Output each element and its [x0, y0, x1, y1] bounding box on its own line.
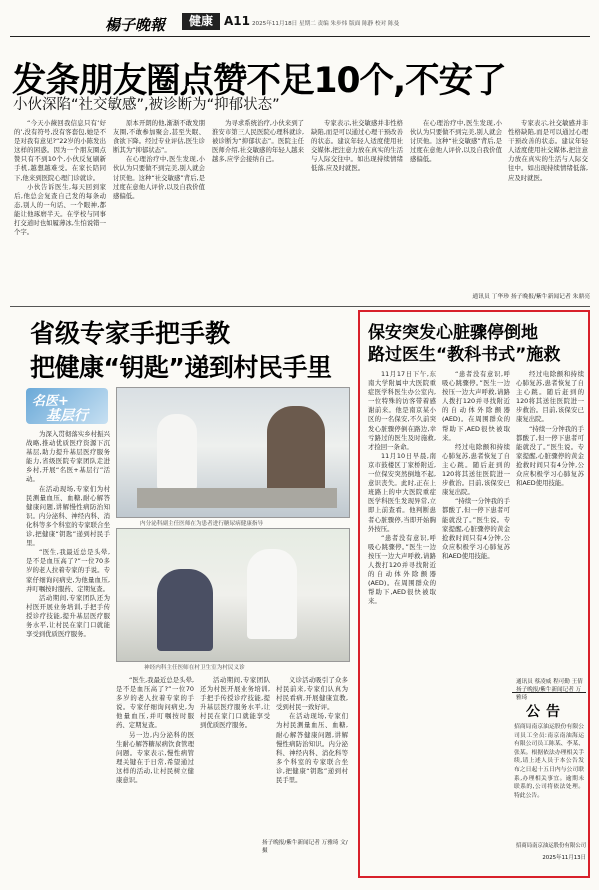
notice-box [512, 692, 586, 873]
notice-body: 招商局南京油运股份有限公司员工全员:南京南油海运有限公司员工陈某、李某、张某。根据依法办理相关手续,请上述人员于本公告发布之日起十五日内与公司联系,办理相关事宜。逾期未联系的,公司将依法处理。特此公告。 [514, 724, 584, 799]
page-number: A11 [224, 14, 250, 28]
masthead-rule [10, 36, 590, 37]
top-story-byline: 通讯员 丁华珍 扬子晚报/紫牛新闻记者 朱鼎亮 [472, 294, 590, 300]
right-story-col-3: 经过电除颤和持续心肺复苏,患者恢复了自主心跳。随后赶到的120将其送往医院进一步救治。目前,该保安已康复出院。 “持续一分钟我的手都酸了,但一停下患者可能就没了。”医生说。专家提醒,心脏骤停的黄金抢救时间只有4分钟,公众应积极学习心肺复苏和AED使用技能。 [516, 370, 584, 488]
top-headline: 发条朋友圈点赞不足10个,不安了 [12, 61, 506, 101]
right-story-col-1: 11月17日下午,东南大学附属中大医院重症医学科医生办公室内,一位特殊的访客带着感谢前来。他是南京某小区的一名保安,不久前突发心脏骤停倒在路边,幸亏路过的医生及时施救,才捡回一条命。 11月10日早晨,南京市鼓楼区丁家桥附近,一位保安突然倒地不起,意识丧失。此时,正在上班路上的中大医院重症医学科医生发现异常,立即上前查看。他判断患者心脏骤停,当即开始胸外按压。 “患者没有意识,呼吸心跳骤停。”医生一边按压一边大声呼救,请路人拨打120并寻找附近的自动体外除颤器(AED)。在周围群众的帮助下,AED很快被取来。 [368, 370, 436, 606]
top-story-col-3: 为寻求系统治疗,小伙来到了淮安市第三人民医院心理科就诊,被诊断为“抑郁状态”。医院主任医师介绍,社交敏感的年轻人越来越多,应学会接纳自己。 [212, 119, 304, 164]
photo1-caption: 内分泌科副主任医师在为患者进行糖尿病健康指导 [140, 521, 264, 527]
top-story-col-6: 专家表示,社交敏感并非性格缺陷,而是可以通过心理干预改善的状态。建议年轻人适度使用社交媒体,把注意力放在真实的生活与人际交往中。如出现持续情绪低落,应及时就医。 [508, 119, 588, 182]
top-subhead: 小伙深陷“社交敏感”,被诊断为“抑郁状态” [13, 97, 280, 113]
bottom-left-byline: 扬子晚报/紫牛新闻记者 万雅琦 文/摄 [262, 840, 348, 854]
masthead [0, 0, 599, 40]
right-story-frame [358, 310, 590, 878]
bottom-left-col-2: “医生,我最近总是头晕,是不是血压高了?”一位70多岁的老人拉着专家的手说。专家仔细询问病史,为他量血压,并叮嘱按时服药、定期复查。 另一边,内分泌科的医生耐心解答糖尿病饮食管理问题。专家表示,慢性病管理关键在于日常,希望通过这样的活动,让村民树立健康意识。 [116, 676, 194, 785]
photo-neurology-clinic [116, 528, 350, 662]
right-headline-line2: 路过医生“教科书式”施救 [368, 345, 561, 365]
edition-meta: 2025年11月18日 星期二 责编 朱步炜 版面 陈静 校对 陈曼 [252, 21, 400, 27]
top-story-col-4: 专家表示,社交敏感并非性格缺陷,而是可以通过心理干预改善的状态。建议年轻人适度使用社交媒体,把注意力放在真实的生活与人际交往中。如出现持续情绪低落,应及时就医。 [311, 119, 403, 173]
program-badge [26, 388, 108, 424]
notice-title: 公告 [526, 704, 566, 720]
doctor-figure [157, 414, 197, 490]
bottom-left-headline-line2: 把健康“钥匙”递到村民手里 [30, 353, 332, 382]
badge-line-1: 名医+ [32, 394, 69, 409]
photo-endocrinology-consult [116, 387, 350, 518]
section-label: 健康 [188, 14, 213, 28]
villager-figure [157, 569, 213, 651]
right-story-col-2: “患者没有意识,呼吸心跳骤停。”医生一边按压一边大声呼救,请路人拨打120并寻找附近的自动体外除颤器(AED)。在周围群众的帮助下,AED很快被取来。 经过电除颤和持续心肺复苏,患者恢复了自主心跳。随后赶到的120将其送往医院进一步救治。目前,该保安已康复出院。 “持续一分钟我的手都酸了,但一停下患者可能就没了。”医生说。专家提醒,心脏骤停的黄金抢救时间只有4分钟,公众应积极学习心肺复苏和AED使用技能。 [442, 370, 510, 560]
right-headline-line1: 保安突发心脏骤停倒地 [368, 323, 538, 343]
top-story-col-1: “今天小薇回我信息只有‘好的’,没有符号,没有客套包,她是不是对我有意见?”22岁的小陈发出这样的困惑。因为一个朋友圈点赞只有不到10个,小伙反复刷新手机,越想越难受。在家长陪同下,他来到医院心理门诊就诊。 小伙告诉医生,每天回到家后,他总会复查自己发的每条动态,别人的一句话、一个眼神,都能让他琢磨半天。在学校与同事打交道时也如履薄冰,生怕说错一个字。 [14, 119, 106, 237]
photo2-caption: 神经内科主任医师在村卫生室为村民义诊 [144, 665, 245, 671]
section-badge [182, 13, 220, 30]
patient-figure [267, 406, 325, 498]
bottom-left-headline-line1: 省级专家手把手教 [30, 319, 231, 348]
notice-date: 2025年11月13日 [542, 855, 586, 861]
notice-signature: 招商局南京油运股份有限公司 [515, 843, 586, 849]
doctor-figure [247, 549, 297, 639]
bottom-left-col-3: 活动期间,专家团队还为村医开展业务培训,手把手传授诊疗技能,提升基层医疗服务水平,让村民在家门口就能享受到优质医疗服务。 [200, 676, 270, 730]
badge-line-2: 基层行 [46, 408, 88, 424]
bottom-left-col-4: 义诊活动吸引了众多村民前来,专家们认真为村民看病,开展健康宣教,受到村民一致好评。 在活动现场,专家们为村民测量血压、血糖,耐心解答健康问题,讲解慢性病防治知识。内分泌科、神经内科、消化科等多个科室的专家联合坐诊,把健康“钥匙”递到村民手里。 [276, 676, 348, 785]
table-shape [137, 488, 337, 508]
right-story-byline: 通讯员 蔡凌威 程可勤 王倩 扬子晚报/紫牛新闻记者 万雅琦 [516, 679, 583, 701]
bottom-left-col-1: 为深入贯彻落实乡村振兴战略,推动优质医疗资源下沉基层,助力提升基层医疗服务能力,省级医院专家团队走进乡村,开展“名医+基层行”活动。 在活动现场,专家们为村民测量血压、血糖,耐心解答健康问题,讲解慢性病防治知识。内分泌科、神经内科、消化科等多个科室的专家联合坐诊,把健康“钥匙”递到村民手里。 “医生,我最近总是头晕,是不是血压高了?”一位70多岁的老人拉着专家的手说。专家仔细询问病史,为他量血压,并叮嘱按时服药、定期复查。 活动期间,专家团队还为村医开展业务培训,手把手传授诊疗技能,提升基层医疗服务水平,让村民在家门口就能享受到优质医疗服务。 [26, 430, 110, 639]
top-story-col-5: 在心理治疗中,医生发现,小伙认为只要做不到完美,别人就会讨厌他。这种“社交敏感”背后,是过度在意他人评价,以及自我价值感偏低。 [410, 119, 502, 164]
top-section-rule [10, 306, 590, 307]
newspaper-logo: 楊子晚報 [105, 16, 166, 34]
top-story-col-2: 原本开朗的他,渐渐不敢发朋友圈,不敢参加聚会,甚至失眠、食欲下降。经过专业评估,医生诊断其为“抑郁状态”。 在心理治疗中,医生发现,小伙认为只要做不到完美,别人就会讨厌他。这种“社交敏感”背后,是过度在意他人评价,以及自我价值感偏低。 [113, 119, 205, 200]
